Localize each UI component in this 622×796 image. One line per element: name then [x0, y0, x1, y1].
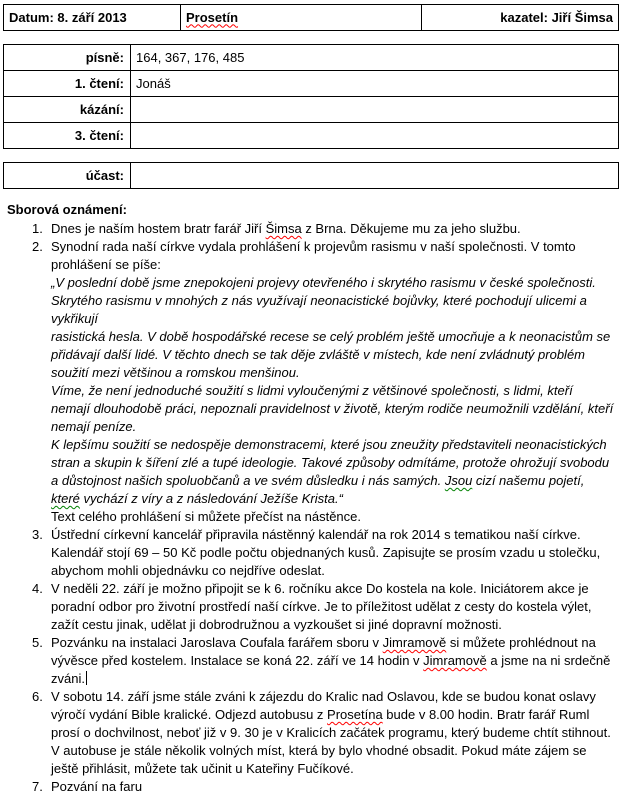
kazani-label: kázání: [4, 97, 131, 123]
text-segment: V sobotu 14. září jsme stále zváni k zájezdu do Kralic nad Oslavou, kde se budou konat oslavy výročí vydání Bible kralické. Odjezd autobusu z [51, 689, 596, 722]
cteni3-value[interactable] [131, 123, 619, 149]
attendance-table [3, 162, 619, 189]
announcement-item-4[interactable] [3, 580, 619, 634]
text-segment: Dnes je naším hostem bratr farář Jiří [51, 221, 266, 236]
text-segment: cizí našemu pojetí, [472, 473, 585, 488]
ucast-value[interactable] [131, 163, 619, 189]
text-caret [86, 671, 88, 685]
service-row-cteni3 [4, 123, 619, 149]
item-number: 6. [32, 689, 43, 704]
item-number: 2. [32, 239, 43, 254]
item-number: 4. [32, 581, 43, 596]
announcement-item-6[interactable] [3, 688, 619, 778]
item-content[interactable] [51, 778, 619, 796]
item-number: 3. [32, 527, 43, 542]
header-row [4, 5, 619, 31]
item-content[interactable] [51, 634, 619, 688]
announcement-item-3[interactable] [3, 526, 619, 580]
service-row-cteni1 [4, 71, 619, 97]
kazani-value[interactable] [131, 97, 619, 123]
spellcheck-word: Jimramově [382, 635, 447, 650]
item-content[interactable] [51, 526, 619, 580]
announcement-item-7[interactable] [3, 778, 619, 796]
attendance-row [4, 163, 619, 189]
text-segment: a jsme na ni srdečně zváni. [51, 653, 611, 686]
text-segment: si můžete prohlédnout na vývěsce před kostelem. Instalace se koná 22. září ve 14 hodin v [51, 635, 596, 668]
item-number: 7. [32, 779, 43, 794]
quote-paragraph[interactable]: rasistická hesla. V době hospodářské recese se celý problém ještě umocňuje a k neonacistům se přidávají další lidé. V těchto dnech se tak děje zvláště v místech, kde není zvládnutý problém soužití mezi většinou a romskou menšinou. [51, 329, 611, 380]
grammar-word: Jsou [444, 473, 473, 488]
quote-paragraph[interactable]: „V poslední době jsme znepokojeni projevy otevřeného i skrytého rasismu v české společnosti. Skrytého rasismu v mnohých z nás využívají neonacistické bojůvky, které pochodují ulicemi a vykřikují [51, 275, 596, 326]
announcement-item-5[interactable] [3, 634, 619, 688]
service-row-pisne [4, 45, 619, 71]
paragraph[interactable] [51, 688, 615, 742]
quote-paragraph[interactable] [51, 436, 615, 508]
item-content[interactable] [51, 580, 619, 634]
kazatel-cell[interactable]: kazatel: Jiří Šimsa [422, 5, 619, 31]
paragraph[interactable]: Ústřední církevní kancelář připravila nástěnný kalendář na rok 2014 s tematikou naší církve. Kalendář stojí 69 – 50 Kč podle počtu objednaných kusů. Zapisujte se prosím vzadu u stolečku, abychom mohli objednávku co nejdříve odeslat. [51, 527, 601, 578]
grammar-word: které [51, 491, 80, 506]
pisne-label: písně: [4, 45, 131, 71]
text-segment: vychází z víry a z následování Ježíše Krista.“ [79, 491, 343, 506]
item-number: 1. [32, 221, 43, 236]
spellcheck-word: Jimramově [423, 653, 487, 668]
announcements-list [3, 220, 619, 796]
place-text: Prosetín [186, 9, 239, 25]
datum-cell[interactable]: Datum: 8. září 2013 [4, 5, 181, 31]
spellcheck-word: Šimsa [265, 221, 302, 236]
cteni1-label: 1. čtení: [4, 71, 131, 97]
paragraph[interactable]: V neděli 22. září je možno připojit se k 6. ročníku akce Do kostela na kole. Iniciátorem akce je poradní odbor pro životní prostředí naší církve. Je to příležitost udělat z cesty do kostela výlet, zažít cestu jinak, udělat ji dobrodružnou a vyzkoušet si jiné dopravní možnosti. [51, 581, 592, 632]
text-segment: bude v 8.00 hodin. Bratr farář Ruml prosí o dochvilnost, neboť již v 9. 30 je v Kralicích začátek programu, který budeme chtít stihnout. [51, 707, 611, 740]
announcement-item-1[interactable] [3, 220, 619, 238]
item-number: 5. [32, 635, 43, 650]
pisne-value[interactable]: 164, 367, 176, 485 [131, 45, 619, 71]
place-cell[interactable] [181, 5, 422, 31]
item-content[interactable] [51, 220, 619, 238]
ucast-label: účast: [4, 163, 131, 189]
announcement-item-2[interactable] [3, 238, 619, 526]
cteni3-label: 3. čtení: [4, 123, 131, 149]
text-segment: z Brna. Děkujeme mu za jeho službu. [301, 221, 521, 236]
paragraph[interactable]: V autobuse je stále několik volných míst, která by bylo vhodné obsadit. Pokud máte zájem se ještě přihlásit, můžete tak učinit u Kateřiny Fučíkové. [51, 743, 587, 776]
item-content[interactable] [51, 238, 619, 526]
quote-paragraph[interactable]: Víme, že není jednoduché soužití s lidmi vyloučenými z většinové společnosti, s lidmi, kteří nemají dlouhodobě práci, nepoznali pravidelnost v životě, kterým rodiče neumožnili vzdělání, kteří nemají peníze. [51, 383, 614, 434]
announcements-heading: Sborová oznámení: [7, 202, 127, 217]
item-content[interactable] [51, 688, 619, 778]
text-segment: K lepšímu soužití se nedospěje demonstracemi, které jsou zneužity představiteli neonacistických stran a skupin k šíření zlé a tupé ideologie. Takové způsoby odmítáme, protože ohrožují svobodu a důstojnost našich spoluobčanů a ve svém důsledku i nás samých. [51, 437, 610, 488]
paragraph[interactable]: Text celého prohlášení si můžete přečíst na nástěnce. [51, 509, 362, 524]
cteni1-value[interactable]: Jonáš [131, 71, 619, 97]
header-table [3, 4, 619, 31]
spellcheck-word: Prosetína [327, 707, 383, 722]
paragraph[interactable]: Synodní rada naší církve vydala prohlášení k projevům rasismu v naší společnosti. V tomto prohlášení se píše: [51, 239, 576, 272]
service-row-kazani [4, 97, 619, 123]
paragraph[interactable] [51, 634, 615, 688]
paragraph[interactable]: Pozvání na faru [51, 779, 143, 794]
paragraph[interactable] [51, 220, 615, 238]
text-segment: Pozvánku na instalaci Jaroslava Coufala farářem sboru v [51, 635, 383, 650]
service-table [3, 44, 619, 149]
